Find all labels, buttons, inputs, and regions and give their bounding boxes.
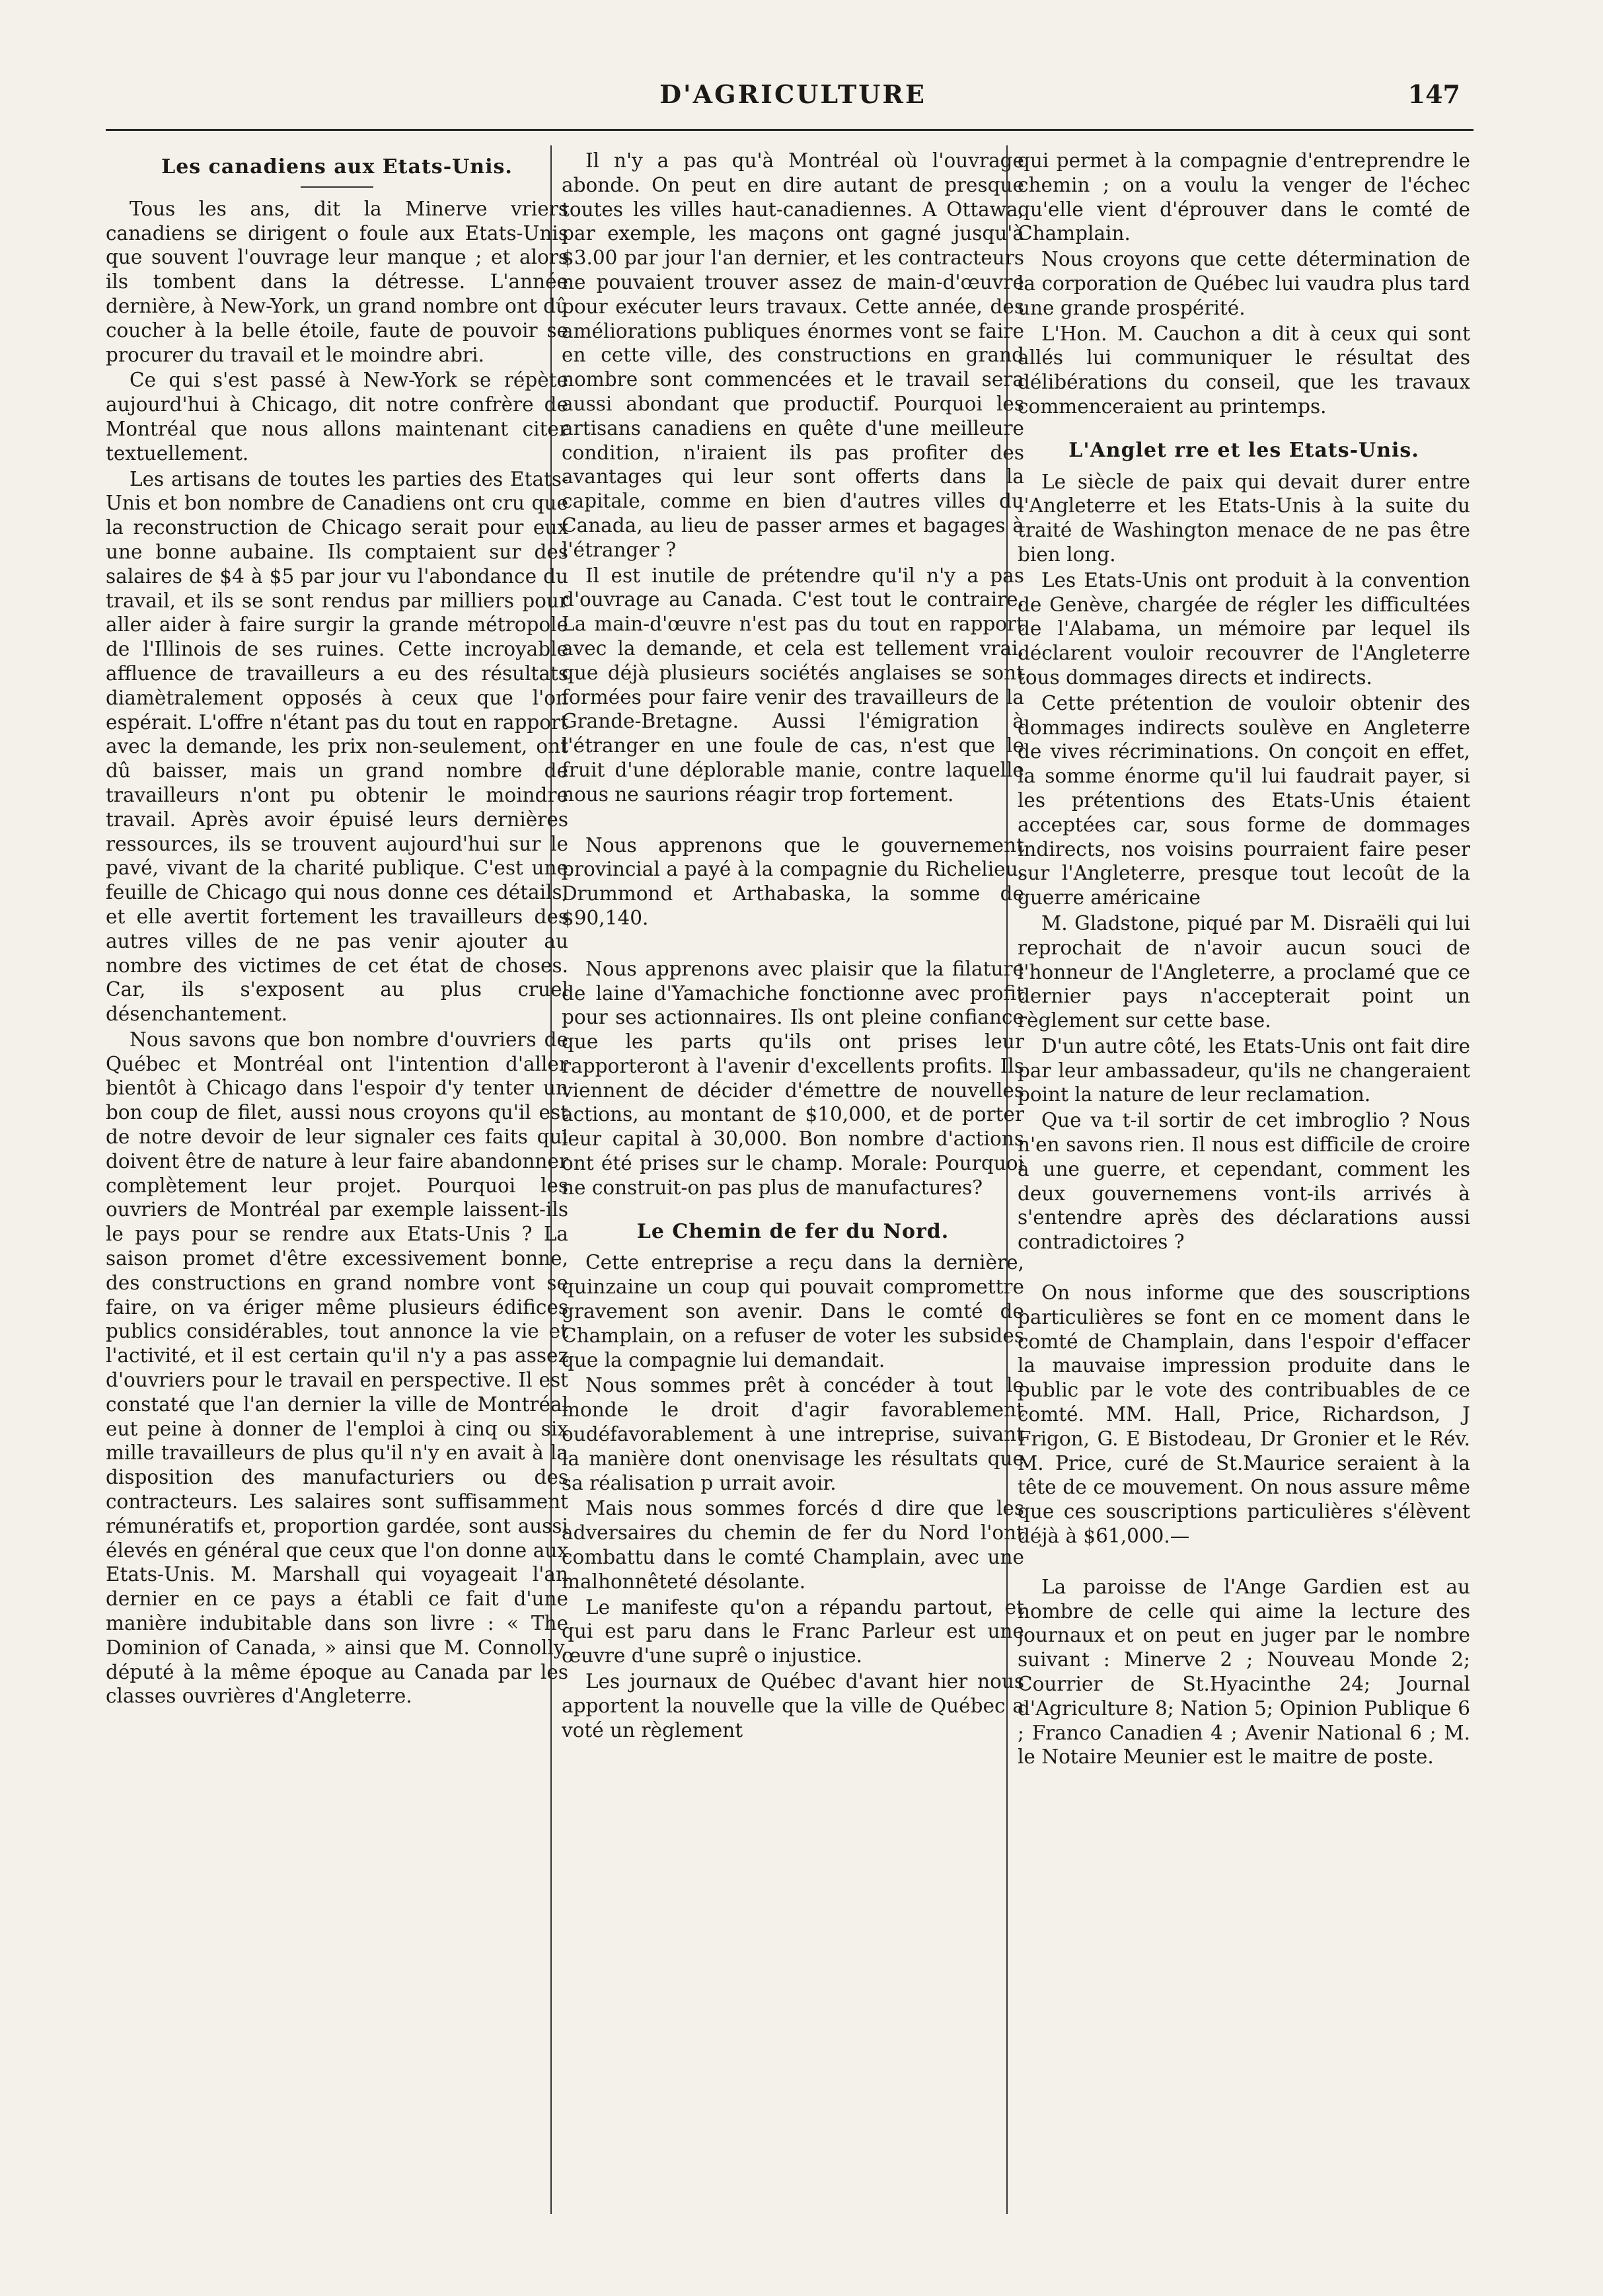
column-2	[562, 149, 1024, 2244]
article-heading: Le Chemin de fer du Nord.	[636, 1219, 950, 1243]
news-item: On nous informe que des souscriptions particulières se font en ce moment dans le comté de Champlain, dans l'espoir d'effacer la mauvaise impression produite dans le public par le vote des contribuables de ce comté. MM. Hall, Price, Richardson, J Frigon, G. E Bistodeau, Dr Gronier et le Rév. M. Price, curé de St.Maurice seraient à la tête de ce mouvement. On nous assure même que ces souscriptions particulières s'élèvent déjà à $61,000.—	[1018, 1282, 1470, 1548]
running-head	[99, 79, 1487, 126]
paragraph: Les journaux de Québec d'avant hier nous apportent la nouvelle que la ville de Québec a voté un règlement	[562, 1670, 1024, 1741]
paragraph: Les Etats-Unis ont produit à la convention de Genève, chargée de régler les difficultées de l'Alabama, un mémoire par lequel ils déclarent vouloir recouvrer de l'Angleterre tous dommages directs et indirects.	[1018, 568, 1470, 689]
column-1	[106, 149, 568, 2244]
paragraph: Mais nous sommes forcés d dire que les adversaires du chemin de fer du Nord l'ont combattu dans le comté Champlain, avec une malhonnêteté désolante.	[562, 1497, 1024, 1593]
column-3	[1018, 149, 1470, 2244]
header-rule	[106, 129, 1473, 131]
heading-separator	[301, 186, 373, 188]
paragraph: Nous croyons que cette détermination de la corporation de Québec lui vaudra plus tard une grande prospérité.	[1018, 248, 1470, 319]
paragraph: Les artisans de toutes les parties des Etats-Unis et bon nombre de Canadiens ont cru que la reconstruction de Chicago serait pour eux une bonne aubaine. Ils comptaient sur des salaires de $4 à $5 par jour vu l'abondance du travail, et ils se sont rendus par milliers pour aller aider à faire surgir la grande métropole de l'Illinois de ses ruines. Cette incroyable affluence de travailleurs a eu des résultats diamètralement opposés à ceux que l'on espérait. L'offre n'étant pas du tout en rapport avec la demande, les prix non-seulement, ont dû baisser, mais un grand nombre de travailleurs n'ont pu obtenir le moindre travail. Après avoir épuisé leurs dernières ressources, ils se trouvent aujourd'hui sur le pavé, vivant de la charité publique. C'est une feuille de Chicago qui nous donne ces détails, et elle avertit fortement les travailleurs des autres villes de ne pas venir ajouter au nombre des victimes de cet état de choses. Car, ils s'exposent au plus cruel désenchantement.	[106, 467, 568, 1026]
paragraph: Cette prétention de vouloir obtenir des dommages indirects soulève en Angleterre de vives récriminations. On conçoit en effet, la somme énorme qu'il lui faudrait payer, si les prétentions des Etats-Unis étaient acceptées car, sous forme de dommages indirects, nos voisins pourraient faire peser sur l'Angleterre, presque tout lecoût de la guerre américaine	[1018, 691, 1470, 909]
paragraph: Cette entreprise a reçu dans la dernière, quinzaine un coup qui pouvait compromettre gravement son avenir. Dans le comté de Champlain, on a refuser de voter les subsides que la compagnie lui demandait.	[562, 1251, 1024, 1371]
paragraph: Nous sommes prêt à concéder à tout le monde le droit d'agir favorablement oudéfavorablement à une intreprise, suivant la manière dont onenvisage les résultats que sa réalisation p urrait avoir.	[562, 1374, 1024, 1494]
paragraph: M. Gladstone, piqué par M. Disraëli qui lui reprochait de n'avoir aucun souci de l'honneur de l'Angleterre, a proclamé que ce dernier pays n'accepterait point un règlement sur cette base.	[1018, 911, 1470, 1032]
paragraph: Tous les ans, dit la Minerve vriers canadiens se dirigent o foule aux Etats-Unis que souvent l'ouvrage leur manque ; et alors ils tombent dans la détresse. L'année dernière, à New-York, un grand nombre ont dû coucher à la belle étoile, faute de pouvoir se procurer du travail et le moindre abri.	[106, 197, 568, 366]
news-item: Nous apprenons avec plaisir que la filature de laine d'Yamachiche fonctionne avec profit pour ses actionnaires. Ils ont pleine confiance que les parts qu'ils ont prises leur rapporteront à l'avenir d'excellents profits. Ils viennent de décider d'émettre de nouvelles actions, au montant de $10,000, et de porter leur capital à 30,000. Bon nombre d'actions ont été prises sur le champ. Morale: Pourquoi ne construit-on pas plus de manufactures?	[562, 957, 1024, 1199]
paragraph: L'Hon. M. Cauchon a dit à ceux qui sont allés lui communiquer le résultat des délibérations du conseil, que les travaux commenceraient au printemps.	[1018, 322, 1470, 418]
page-number: 147	[1407, 79, 1460, 109]
article-heading: Les canadiens aux Etats-Unis.	[161, 155, 513, 178]
paragraph: Ce qui s'est passé à New-York se répète aujourd'hui à Chicago, dit notre confrère de Montréal que nous allons maintenant citer textuellement.	[106, 369, 568, 465]
paragraph: qui permet à la compagnie d'entreprendre le chemin ; on a voulu la venger de l'échec qu'elle vient d'éprouver dans le comté de Champlain.	[1018, 149, 1470, 245]
paragraph: Le manifeste qu'on a répandu partout, et qui est paru dans le Franc Parleur est une œuvre d'une suprê o injustice.	[562, 1595, 1024, 1667]
paragraph: Que va t-il sortir de cet imbroglio ? Nous n'en savons rien. Il nous est difficile de croire à une guerre, et cependant, comment les deux gouvernemens vont-ils arrivés à s'entendre après des déclarations aussi contradictoires ?	[1018, 1109, 1470, 1254]
paragraph: D'un autre côté, les Etats-Unis ont fait dire par leur ambassadeur, qu'ils ne changeraient point la nature de leur reclamation.	[1018, 1034, 1470, 1106]
paragraph: Il n'y a pas qu'à Montréal où l'ouvrage abonde. On peut en dire autant de presque toutes les villes haut-canadiennes. A Ottawa, par exemple, les maçons ont gagné jusqu'à $3.00 par jour l'an dernier, et les contracteurs ne pouvaient trouver assez de main-d'œuvre pour exécuter leurs travaux. Cette année, des améliorations publiques énormes vont se faire en cette ville, des constructions en grand nombre sont commencées et le travail sera aussi abondant que productif. Pourquoi les artisans canadiens en quête d'une meilleure condition, n'iraient ils pas profiter des avantages qui leur sont offerts dans la capitale, comme en bien d'autres villes du Canada, au lieu de passer armes et bagages à l'étranger ?	[562, 149, 1024, 561]
paragraph: Il est inutile de prétendre qu'il n'y a pas d'ouvrage au Canada. C'est tout le contraire. La main-d'œuvre n'est pas du tout en rapport avec la demande, et cela est tellement vrai, que déjà plusieurs sociétés anglaises se sont formées pour faire venir des travailleurs de la Grande-Bretagne. Aussi l'émigration à l'étranger en une foule de cas, n'est que le fruit d'une déplorable manie, contre laquelle nous ne saurions réagir trop fortement.	[562, 564, 1024, 806]
running-title: D'AGRICULTURE	[659, 79, 926, 109]
paragraph: Le siècle de paix qui devait durer entre l'Angleterre et les Etats-Unis à la suite du traité de Washington menace de ne pas être bien long.	[1018, 470, 1470, 566]
news-item: Nous apprenons que le gouvernement provincial a payé à la compagnie du Richelieu, Drummond et Arthabaska, la somme de $90,140.	[562, 833, 1024, 929]
paragraph: Nous savons que bon nombre d'ouvriers de Québec et Montréal ont l'intention d'aller bientôt à Chicago dans l'espoir d'y tenter un bon coup de filet, aussi nous croyons qu'il est de notre devoir de leur signaler ces faits qui doivent être de nature à leur faire abandonner complètement leur projet. Pourquoi les ouvriers de Montréal par exemple laissent-ils le pays pour se rendre aux Etats-Unis ? La saison promet d'être excessivement bonne, des constructions en grand nombre vont se faire, on va ériger même plusieurs édifices publics considérables, tout annonce la vie et l'activité, et il est certain qu'il n'y a pas assez d'ouvriers pour le travail en perspective. Il est constaté que l'an dernier la ville de Montréal eut peine à donner de l'emploi à cinq ou six mille travailleurs de plus qu'il n'y en avait à la disposition des manufacturiers ou des contracteurs. Les salaires sont suffisamment rémunératifs et, proportion gardée, sont aussi élevés en général que ceux que l'on donne aux Etats-Unis. M. Marshall qui voyageait l'an dernier en ce pays a établi ce fait d'une manière indubitable dans son livre : « The Dominion of Canada, » ainsi que M. Connolly, député à la même époque au Canada par les classes ouvrières d'Angleterre.	[106, 1028, 568, 1708]
article-heading: L'Anglet rre et les Etats-Unis.	[1068, 438, 1419, 462]
news-item: La paroisse de l'Ange Gardien est au nombre de celle qui aime la lecture des journaux et on peut en juger par le nombre suivant : Minerve 2 ; Nouveau Monde 2; Courrier de St.Hyacinthe 24; Journal d'Agriculture 8; Nation 5; Opinion Publique 6 ; Franco Canadien 4 ; Avenir National 6 ; M. le Notaire Meunier est le maitre de poste.	[1018, 1575, 1470, 1769]
